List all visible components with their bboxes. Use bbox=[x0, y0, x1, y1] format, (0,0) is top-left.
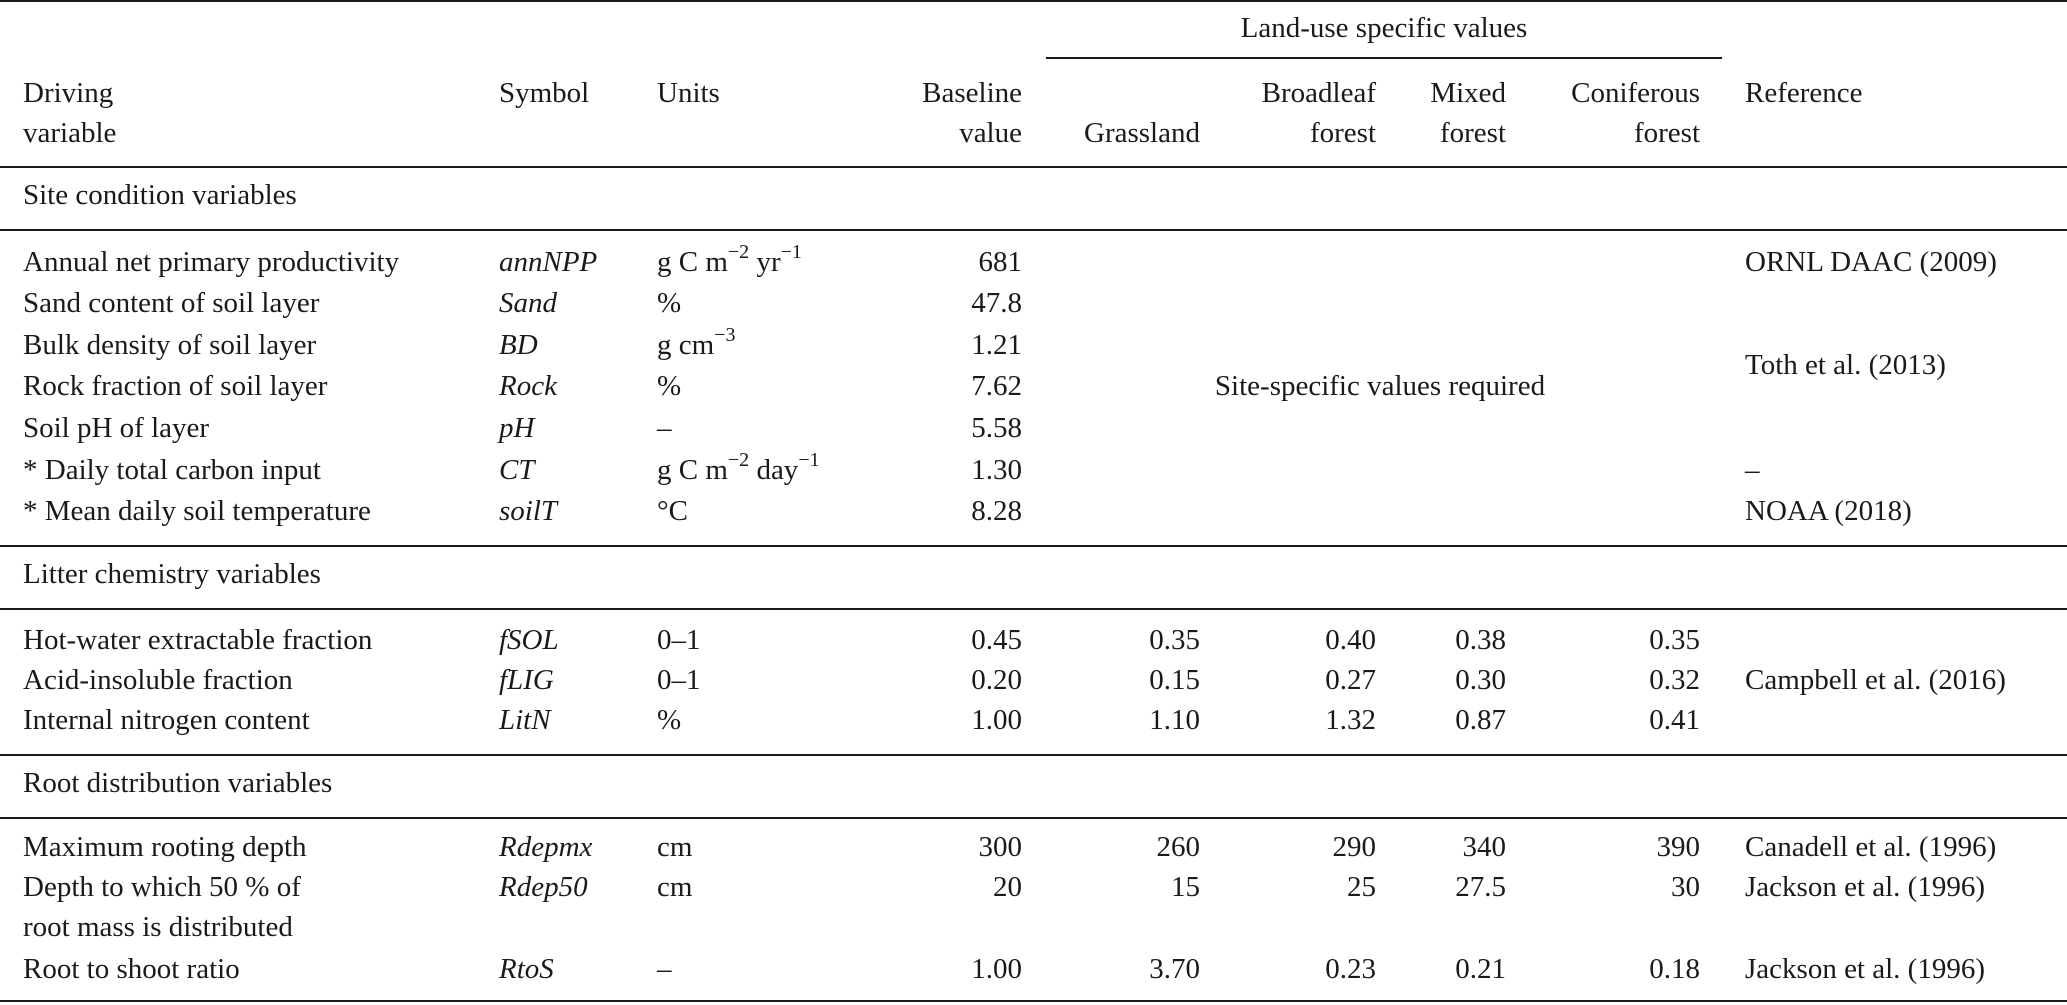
table-row-symbol: BD bbox=[499, 329, 538, 361]
table-row-variable: * Daily total carbon input bbox=[23, 454, 321, 486]
table-row-mixed: 0.21 bbox=[1455, 953, 1506, 985]
table-row-variable: Rock fraction of soil layer bbox=[23, 370, 328, 402]
table-row-units: °C bbox=[657, 495, 688, 527]
table-row-baseline: 1.21 bbox=[971, 329, 1022, 361]
table-row-grassland: 1.10 bbox=[1149, 704, 1200, 736]
table-row-variable: Bulk density of soil layer bbox=[23, 329, 317, 361]
col-header-coniferous-line2: forest bbox=[1633, 117, 1700, 149]
table-row-units: g $cm^{-3}$ bbox=[657, 324, 736, 361]
table-row-variable: Soil pH of layer bbox=[23, 412, 210, 444]
litter-section-rule bbox=[0, 608, 2067, 610]
table-row-broadleaf: 0.23 bbox=[1325, 953, 1376, 985]
table-row-mixed: 0.30 bbox=[1455, 664, 1506, 696]
col-header-mixed-line1: Mixed bbox=[1430, 77, 1506, 109]
table-row-units: – bbox=[657, 412, 672, 444]
table-row-mixed: 27.5 bbox=[1455, 871, 1506, 903]
table-row-symbol: annNPP bbox=[499, 246, 598, 278]
table-row-units: 0–1 bbox=[657, 624, 701, 656]
site-specific-span: Site-specific values required bbox=[1214, 370, 1546, 402]
table-row-variable: * Mean daily soil temperature bbox=[23, 495, 371, 527]
table-row-grassland: 15 bbox=[1171, 871, 1200, 903]
table-row-reference: Jackson et al. (1996) bbox=[1745, 871, 1985, 903]
table-row-coniferous: 0.35 bbox=[1649, 624, 1700, 656]
section-title-litter: Litter chemistry variables bbox=[23, 558, 321, 590]
table-row-variable-continued: root mass is distributed bbox=[23, 911, 293, 943]
site-end-rule bbox=[0, 545, 2067, 547]
table-row-symbol: fLIG bbox=[499, 664, 554, 696]
litter-reference: Campbell et al. (2016) bbox=[1745, 664, 2006, 696]
table-row-units: g C $m^{-2}$ day$^{-1}$ bbox=[657, 449, 820, 486]
table-row-grassland: 3.70 bbox=[1149, 953, 1200, 985]
table-row-broadleaf: 290 bbox=[1332, 831, 1376, 863]
table-row-coniferous: 0.32 bbox=[1649, 664, 1700, 696]
table-row-baseline: 1.30 bbox=[971, 454, 1022, 486]
col-header-variable-line2: variable bbox=[23, 117, 117, 149]
table-row-grassland: 0.35 bbox=[1149, 624, 1200, 656]
table-row-baseline: 5.58 bbox=[971, 412, 1022, 444]
site-reference-noaa: NOAA (2018) bbox=[1745, 495, 1912, 527]
table-row-symbol: Sand bbox=[499, 287, 557, 319]
table-row-baseline: 0.20 bbox=[971, 664, 1022, 696]
table-row-mixed: 0.38 bbox=[1455, 624, 1506, 656]
table-row-baseline: 0.45 bbox=[971, 624, 1022, 656]
table-row-reference: Jackson et al. (1996) bbox=[1745, 953, 1985, 985]
table-row-baseline: 47.8 bbox=[971, 287, 1022, 319]
table-row-symbol: fSOL bbox=[499, 624, 559, 656]
table-row-symbol: soilT bbox=[499, 495, 558, 527]
table-row-symbol: Rock bbox=[499, 370, 557, 402]
table-row-symbol: Rdepmx bbox=[499, 831, 593, 863]
col-header-baseline-line2: value bbox=[959, 117, 1022, 149]
col-header-broadleaf-line2: forest bbox=[1309, 117, 1376, 149]
table-row-variable: Acid-insoluble fraction bbox=[23, 664, 293, 696]
col-header-variable-line1: Driving bbox=[23, 77, 114, 109]
table-row-variable: Maximum rooting depth bbox=[23, 831, 307, 863]
table-row-broadleaf: 0.27 bbox=[1325, 664, 1376, 696]
table-row-units: cm bbox=[657, 831, 693, 863]
table-row-coniferous: 0.18 bbox=[1649, 953, 1700, 985]
table-row-baseline: 1.00 bbox=[971, 704, 1022, 736]
top-rule bbox=[0, 0, 2067, 2]
litter-end-rule bbox=[0, 754, 2067, 756]
table-row-baseline: 20 bbox=[993, 871, 1022, 903]
table-row-variable: Sand content of soil layer bbox=[23, 287, 320, 319]
table-row-symbol: LitN bbox=[499, 704, 551, 736]
table-row-units: % bbox=[657, 287, 682, 319]
table-row-coniferous: 0.41 bbox=[1649, 704, 1700, 736]
table-row-broadleaf: 1.32 bbox=[1325, 704, 1376, 736]
site-section-rule bbox=[0, 229, 2067, 231]
table-row-baseline: 681 bbox=[978, 246, 1022, 278]
table-row-baseline: 1.00 bbox=[971, 953, 1022, 985]
table-row-units: 0–1 bbox=[657, 664, 701, 696]
header-bottom-rule bbox=[0, 166, 2067, 168]
table-row-variable: Hot-water extractable fraction bbox=[23, 624, 373, 656]
col-header-symbol: Symbol bbox=[499, 77, 590, 109]
table-row-symbol: RtoS bbox=[499, 953, 554, 985]
col-header-baseline-line1: Baseline bbox=[922, 77, 1022, 109]
table-row-symbol: CT bbox=[499, 454, 535, 486]
table-row-grassland: 260 bbox=[1156, 831, 1200, 863]
site-reference-dash: – bbox=[1745, 454, 1760, 486]
table-row-broadleaf: 0.40 bbox=[1325, 624, 1376, 656]
table-row-baseline: 300 bbox=[978, 831, 1022, 863]
table-row-coniferous: 30 bbox=[1671, 871, 1700, 903]
table-row-grassland: 0.15 bbox=[1149, 664, 1200, 696]
section-title-site: Site condition variables bbox=[23, 179, 297, 211]
table-row-units: % bbox=[657, 704, 682, 736]
table-row-baseline: 8.28 bbox=[971, 495, 1022, 527]
root-section-rule bbox=[0, 817, 2067, 819]
group-header-label: Land-use specific values bbox=[1240, 12, 1528, 44]
table-row-variable: Annual net primary productivity bbox=[23, 246, 400, 278]
table-row-broadleaf: 25 bbox=[1347, 871, 1376, 903]
col-header-units: Units bbox=[657, 77, 720, 109]
table-row-variable: Internal nitrogen content bbox=[23, 704, 310, 736]
table-row-units: % bbox=[657, 370, 682, 402]
table-row-units: g C $m^{-2}$ $yr^{-1}$ bbox=[657, 241, 802, 278]
site-reference-ornl: ORNL DAAC (2009) bbox=[1745, 246, 1997, 278]
table-row-coniferous: 390 bbox=[1656, 831, 1700, 863]
table-row-variable: Depth to which 50 % of bbox=[23, 871, 301, 903]
col-header-broadleaf-line1: Broadleaf bbox=[1261, 77, 1376, 109]
site-reference-toth: Toth et al. (2013) bbox=[1745, 349, 1946, 381]
table-row-mixed: 340 bbox=[1462, 831, 1506, 863]
table-row-variable: Root to shoot ratio bbox=[23, 953, 240, 985]
table-row-mixed: 0.87 bbox=[1455, 704, 1506, 736]
table-row-units: cm bbox=[657, 871, 693, 903]
col-header-coniferous-line1: Coniferous bbox=[1571, 77, 1700, 109]
col-header-grassland: Grassland bbox=[1084, 117, 1200, 149]
col-header-reference: Reference bbox=[1745, 77, 1863, 109]
group-header-rule bbox=[1046, 57, 1722, 59]
section-title-root: Root distribution variables bbox=[23, 767, 333, 799]
table-row-units: – bbox=[657, 953, 672, 985]
bottom-rule bbox=[0, 1000, 2067, 1002]
table-row-symbol: Rdep50 bbox=[499, 871, 588, 903]
table-row-symbol: pH bbox=[499, 412, 535, 444]
col-header-mixed-line2: forest bbox=[1439, 117, 1506, 149]
table-row-baseline: 7.62 bbox=[971, 370, 1022, 402]
table-row-reference: Canadell et al. (1996) bbox=[1745, 831, 1997, 863]
